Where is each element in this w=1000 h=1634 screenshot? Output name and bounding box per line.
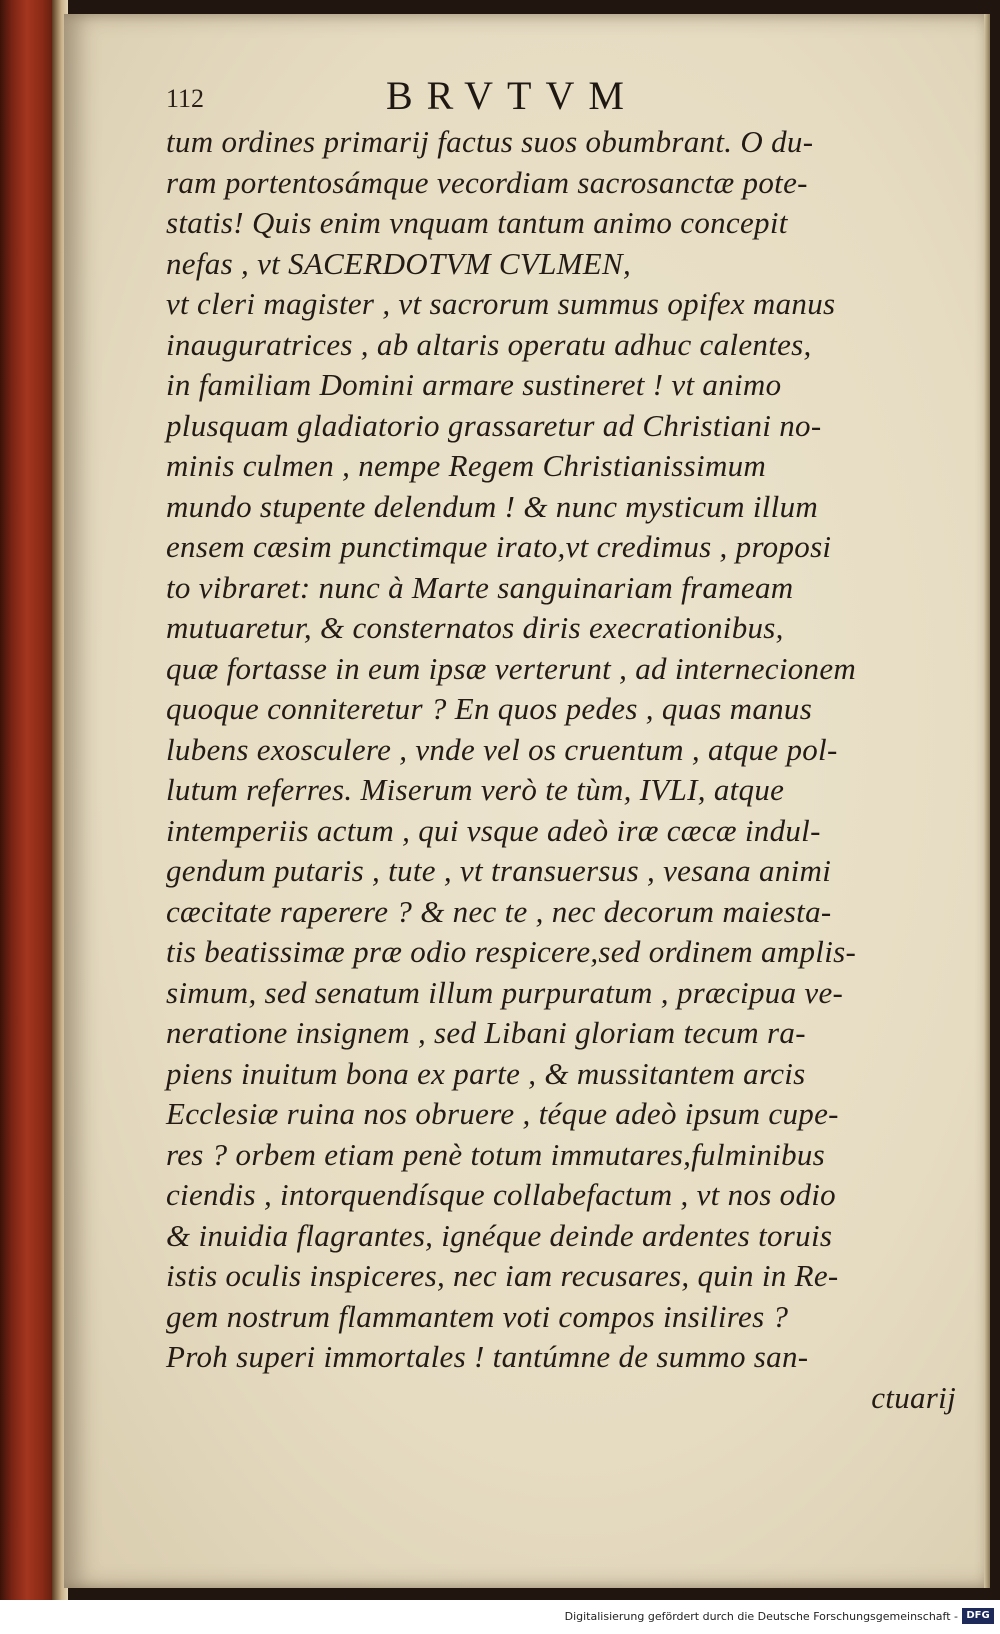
text-line: inauguratrices , ab altaris operatu adhuc calentes,: [166, 326, 812, 362]
text-line: nefas , vt SACERDOTVM CVLMEN,: [166, 245, 632, 281]
page-header: [166, 72, 686, 122]
digitization-footer: [0, 1600, 1000, 1634]
text-line: quæ fortasse in eum ipsæ verterunt , ad internecionem: [166, 650, 857, 686]
text-line: tis beatissimæ præ odio respicere,sed ordinem amplis-: [166, 934, 857, 969]
text-line: Ecclesiæ ruina nos obruere , téque adeò ipsum cupe-: [166, 1096, 839, 1131]
text-line: tum ordines primarij factus suos obumbrant. O du-: [166, 124, 814, 159]
text-line: ciendis , intorquendísque collabefactum , vt nos odio: [166, 1177, 836, 1212]
text-line: simum, sed senatum illum purpuratum , præcipua ve-: [166, 974, 844, 1010]
running-title: BRVTVM: [386, 73, 638, 118]
text-line: lutum referres. Miserum verò te tùm, IVLI, atque: [166, 772, 785, 807]
text-line: ram portentosámque vecordiam sacrosanctæ pote-: [166, 164, 808, 200]
text-line: vt cleri magister , vt sacrorum summus opifex manus: [166, 286, 836, 321]
page-fore-edge: [984, 14, 990, 1588]
text-line: mutuaretur, & consternatos diris execrationibus,: [166, 610, 784, 645]
text-line: ensem cæsim punctimque irato,vt credimus , proposi: [166, 529, 832, 564]
text-line: plusquam gladiatorio grassaretur ad Christiani no-: [166, 407, 822, 443]
text-line: to vibraret: nunc à Marte sanguinariam frameam: [166, 569, 794, 605]
text-line: statis! Quis enim vnquam tantum animo concepit: [166, 205, 788, 240]
dfg-logo: DFG: [962, 1608, 994, 1624]
catchword: ctuarij: [871, 1379, 956, 1415]
text-line: res ? orbem etiam penè totum immutares,fulminibus: [166, 1136, 826, 1172]
text-line: gendum putaris , tute , vt transuersus , vesana animi: [166, 853, 832, 888]
text-line: neratione insignem , sed Libani gloriam tecum ra-: [166, 1015, 806, 1050]
text-line: quoque conniteretur ? En quos pedes , quas manus: [166, 691, 813, 726]
text-line: piens inuitum bona ex parte , & mussitantem arcis: [166, 1055, 806, 1091]
text-line: gem nostrum flammantem voti compos insilires ?: [166, 1298, 789, 1334]
book-spine: [0, 0, 60, 1600]
text-line: istis oculis inspiceres, nec iam recusares, quin in Re-: [166, 1258, 839, 1293]
text-line: mundo stupente delendum ! & nunc mysticum illum: [166, 488, 819, 524]
body-text: [166, 122, 976, 1418]
page-number: 112: [166, 84, 205, 113]
text-line: cæcitate raperere ? & nec te , nec decorum maiesta-: [166, 893, 832, 929]
text-line: Proh superi immortales ! tantúmne de summo san-: [166, 1339, 809, 1374]
text-line: lubens exosculere , vnde vel os cruentum , atque pol-: [166, 731, 838, 767]
text-line: minis culmen , nempe Regem Christianissimum: [166, 448, 767, 483]
text-line: & inuidia flagrantes, ignéque deinde ardentes toruis: [166, 1217, 833, 1253]
text-line: in familiam Domini armare sustineret ! vt animo: [166, 367, 782, 402]
footer-credit: Digitalisierung gefördert durch die Deutsche Forschungsgemeinschaft -: [564, 1610, 958, 1623]
text-line: intemperiis actum , qui vsque adeò iræ cæcæ indul-: [166, 812, 821, 848]
